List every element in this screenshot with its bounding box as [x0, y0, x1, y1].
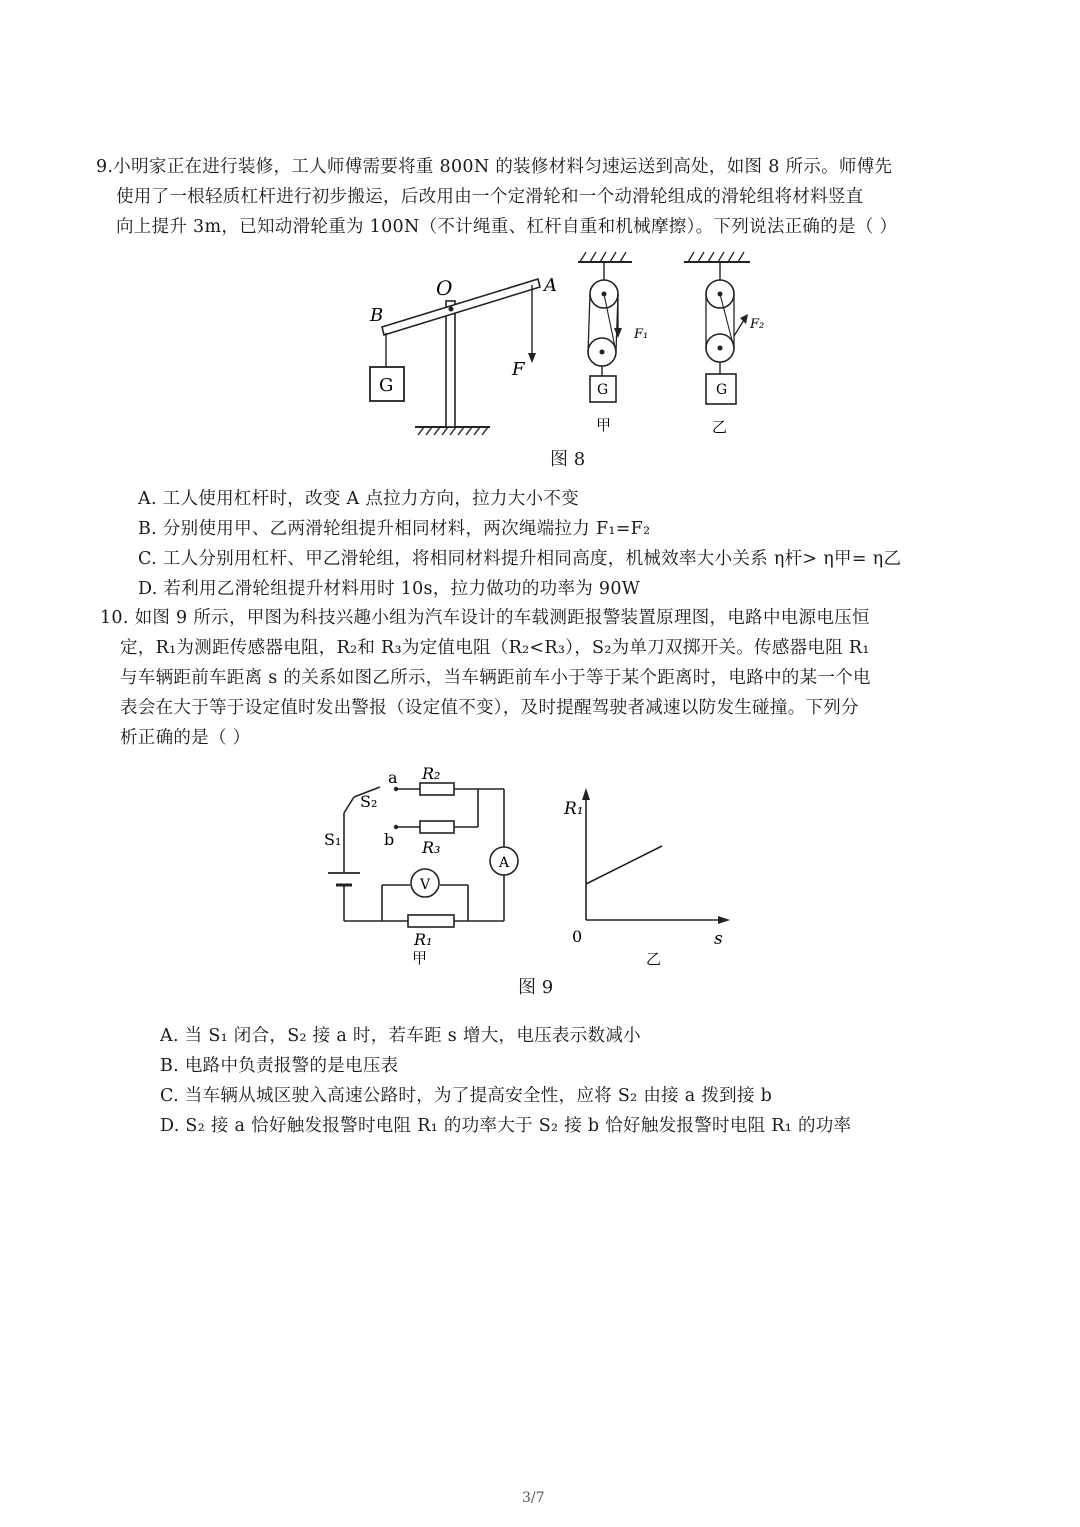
- pulley-label-g2: G: [716, 382, 728, 398]
- q9-line-3: 向上提升 3m，已知动滑轮重为 100N（不计绳重、杠杆自重和机械摩擦）。下列说法正确的是（ ）: [116, 217, 898, 237]
- question-9-stem: [96, 152, 897, 242]
- figure-8-pulley-yi: [680, 248, 780, 438]
- q9-line-1: 9.小明家正在进行装修，工人师傅需要将重 800N 的装修材料匀速运送到高处，如图 8 所示。师傅先: [96, 157, 893, 177]
- q9-option-d[interactable]: D. 若利用乙滑轮组提升材料用时 10s，拉力做功的功率为 90W: [138, 579, 641, 599]
- q9-option-c[interactable]: C. 工人分别用杠杆、甲乙滑轮组，将相同材料提升相同高度，机械效率大小关系 η杆> η甲= η乙: [138, 549, 902, 569]
- graph-label-yi: 乙: [646, 950, 662, 968]
- lever-label-a: A: [544, 275, 557, 296]
- circuit-label-jia: 甲: [412, 949, 428, 967]
- q10-line-5: 析正确的是（ ）: [120, 728, 251, 748]
- pulley-label-yi: 乙: [712, 418, 728, 436]
- figure-9-circuit: [318, 765, 538, 970]
- q10-option-d[interactable]: D. S₂ 接 a 恰好触发报警时电阻 R₁ 的功率大于 S₂ 接 b 恰好触发报警时电阻 R₁ 的功率: [160, 1116, 852, 1136]
- question-10-stem: [100, 603, 871, 753]
- figure-9-graph: [556, 780, 736, 975]
- graph-origin-label: 0: [572, 927, 583, 946]
- q10-option-a[interactable]: A. 当 S₁ 闭合，S₂ 接 a 时，若车距 s 增大，电压表示数减小: [160, 1026, 641, 1046]
- lever-label-g: G: [379, 375, 394, 396]
- lever-label-b: B: [370, 305, 384, 326]
- figure-8-lever: [360, 265, 570, 440]
- graph-x-axis-label: s: [714, 929, 723, 949]
- circuit-label-ammeter: A: [499, 855, 510, 871]
- circuit-label-b: b: [384, 830, 395, 849]
- q10-option-b[interactable]: B. 电路中负责报警的是电压表: [160, 1056, 399, 1076]
- graph-line: [586, 846, 662, 884]
- q10-line-2: 定，R₁为测距传感器电阻，R₂和 R₃为定值电阻（R₂<R₃），S₂为单刀双掷开关。传感器电阻 R₁: [120, 638, 870, 658]
- q9-option-b[interactable]: B. 分别使用甲、乙两滑轮组提升相同材料，两次绳端拉力 F₁=F₂: [138, 519, 651, 539]
- page-number: 3/7: [522, 1490, 545, 1506]
- q10-line-4: 表会在大于等于设定值时发出警报（设定值不变），及时提醒驾驶者减速以防发生碰撞。下列分: [120, 698, 859, 718]
- circuit-label-a: a: [388, 768, 398, 787]
- pulley-label-jia: 甲: [596, 416, 612, 434]
- figure-8-pulley-jia: [570, 248, 660, 438]
- q9-line-2: 使用了一根轻质杠杆进行初步搬运，后改用由一个定滑轮和一个动滑轮组成的滑轮组将材料竖直: [116, 187, 864, 207]
- q10-line-1: 10. 如图 9 所示，甲图为科技兴趣小组为汽车设计的车载测距报警装置原理图，电路中电源电压恒: [100, 608, 870, 628]
- circuit-label-r2: R₂: [422, 765, 441, 783]
- q10-line-3: 与车辆距前车距离 s 的关系如图乙所示，当车辆距前车小于等于某个距离时，电路中的某一个电: [120, 668, 871, 688]
- circuit-label-s2: S₂: [360, 792, 378, 811]
- q9-option-a[interactable]: A. 工人使用杠杆时，改变 A 点拉力方向，拉力大小不变: [138, 489, 579, 509]
- circuit-label-r1: R₁: [414, 930, 433, 949]
- pulley-label-f2: F₂: [750, 317, 765, 332]
- circuit-label-r3: R₃: [422, 838, 441, 857]
- figure-9-caption: 图 9: [518, 977, 554, 998]
- lever-label-f: F: [512, 359, 525, 380]
- figure-8-caption: 图 8: [550, 449, 586, 470]
- lever-label-o: O: [436, 276, 453, 300]
- pulley-label-g1: G: [597, 382, 609, 398]
- circuit-label-s1: S₁: [324, 830, 342, 849]
- graph-y-axis-label: R₁: [564, 799, 584, 819]
- pulley-label-f1: F₁: [634, 327, 649, 342]
- q10-option-c[interactable]: C. 当车辆从城区驶入高速公路时，为了提高安全性，应将 S₂ 由接 a 拨到接 b: [160, 1086, 773, 1106]
- circuit-label-voltmeter: V: [420, 877, 431, 893]
